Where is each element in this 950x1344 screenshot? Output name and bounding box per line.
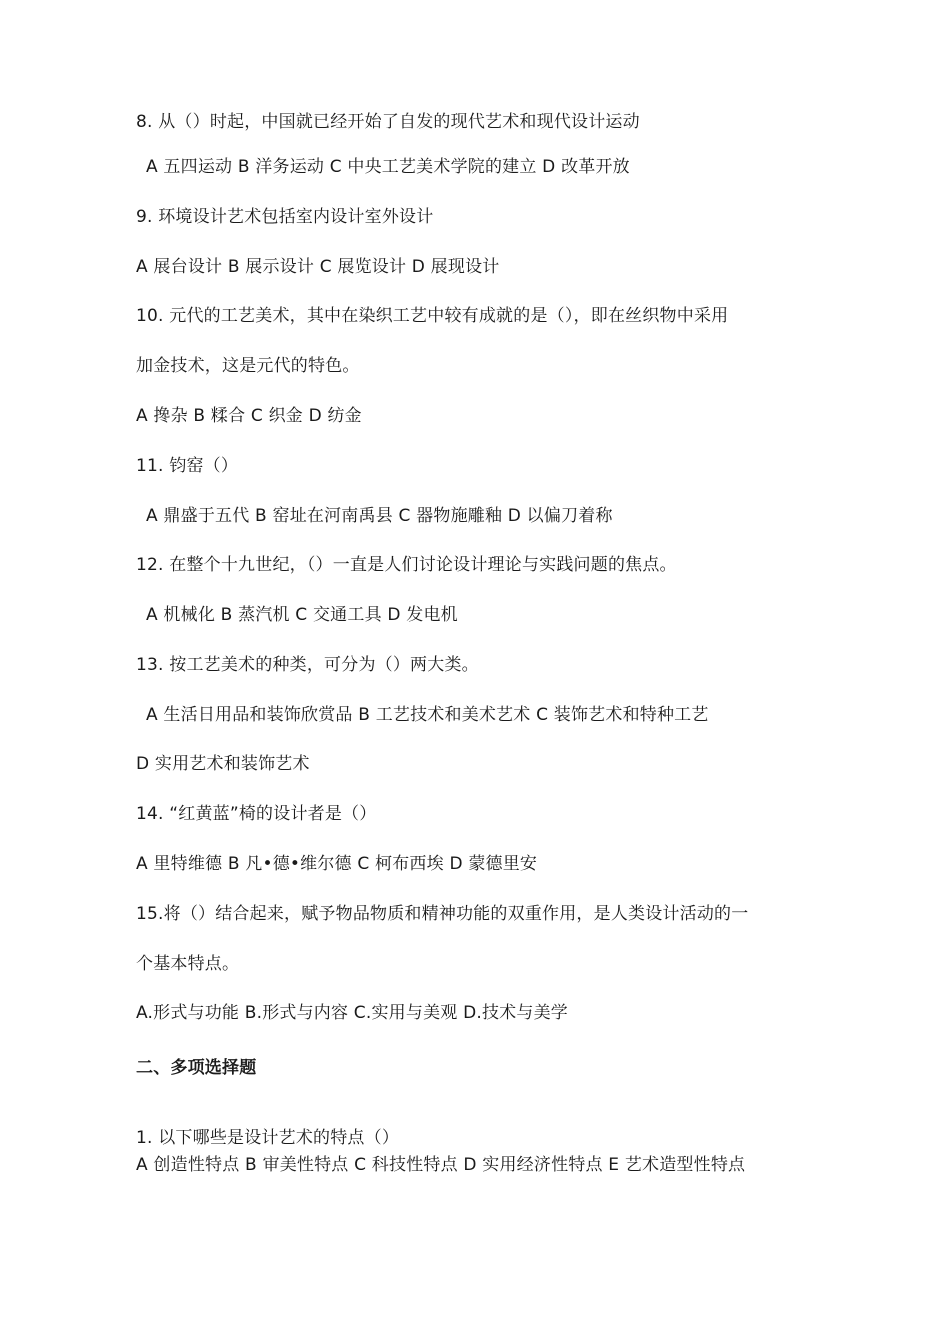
question-10: 10. 元代的工艺美术，其中在染织工艺中较有成就的是（），即在丝织物中采用 — [136, 306, 729, 326]
question-9-options: A 展台设计 B 展示设计 C 展览设计 D 展现设计 — [136, 257, 500, 277]
question-14: 14. “红黄蓝”椅的设计者是（） — [136, 804, 377, 824]
question-15-continued: 个基本特点。 — [136, 954, 240, 974]
question-13-options: A 生活日用品和装饰欣赏品 B 工艺技术和美术艺术 C 装饰艺术和特种工艺 — [146, 705, 709, 725]
question-12-options: A 机械化 B 蒸汽机 C 交通工具 D 发电机 — [146, 605, 458, 625]
question-8-options: A 五四运动 B 洋务运动 C 中央工艺美术学院的建立 D 改革开放 — [146, 157, 630, 177]
multi-question-1-options: A 创造性特点 B 审美性特点 C 科技性特点 D 实用经济性特点 E 艺术造型性特点 — [136, 1155, 746, 1175]
section-heading-multiple-choice: 二、多项选择题 — [136, 1058, 257, 1078]
question-15: 15.将（）结合起来，赋予物品物质和精神功能的双重作用，是人类设计活动的一 — [136, 904, 749, 924]
question-12: 12. 在整个十九世纪，（）一直是人们讨论设计理论与实践问题的焦点。 — [136, 555, 677, 575]
multi-question-1: 1. 以下哪些是设计艺术的特点（） — [136, 1128, 400, 1148]
question-11-options: A 鼎盛于五代 B 窑址在河南禹县 C 器物施雕釉 D 以偏刀着称 — [146, 506, 613, 526]
question-14-options: A 里特维德 B 凡•德•维尔德 C 柯布西埃 D 蒙德里安 — [136, 854, 538, 874]
question-13-options-continued: D 实用艺术和装饰艺术 — [136, 754, 310, 774]
question-15-options: A.形式与功能 B.形式与内容 C.实用与美观 D.技术与美学 — [136, 1003, 568, 1023]
question-11: 11. 钧窑（） — [136, 456, 239, 476]
question-8: 8. 从（）时起，中国就已经开始了自发的现代艺术和现代设计运动 — [136, 112, 640, 132]
question-10-continued: 加金技术，这是元代的特色。 — [136, 356, 360, 376]
question-13: 13. 按工艺美术的种类，可分为（）两大类。 — [136, 655, 479, 675]
question-10-options: A 搀杂 B 糅合 C 织金 D 纺金 — [136, 406, 362, 426]
question-9: 9. 环境设计艺术包括室内设计室外设计 — [136, 207, 434, 227]
